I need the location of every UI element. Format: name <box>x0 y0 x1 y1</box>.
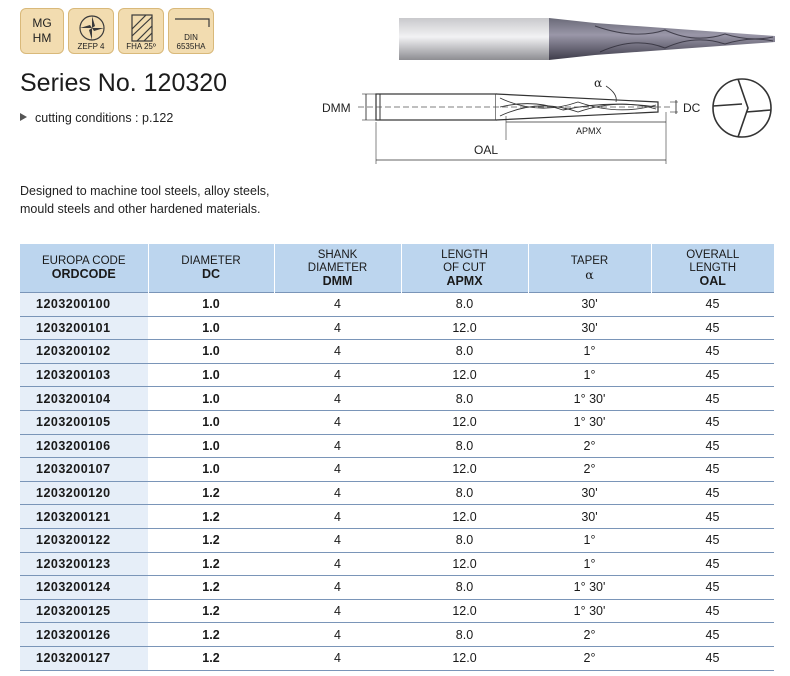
table-row <box>20 363 774 387</box>
icon-badges <box>20 8 214 54</box>
cutting-conditions-text: cutting conditions : p.122 <box>35 111 174 125</box>
cell-diameter: 1.2 <box>148 481 274 505</box>
cell-overall-length: 45 <box>651 552 774 576</box>
cell-code: 1203200122 <box>20 528 148 552</box>
cell-taper: 2° <box>528 434 651 458</box>
table-row <box>20 576 774 600</box>
table-row <box>20 646 774 670</box>
four-flute-icon <box>69 9 115 45</box>
cell-length-of-cut: 8.0 <box>401 528 528 552</box>
cell-length-of-cut: 12.0 <box>401 552 528 576</box>
cell-length-of-cut: 12.0 <box>401 458 528 482</box>
description <box>20 182 340 218</box>
cell-taper: 2° <box>528 623 651 647</box>
table-row <box>20 410 774 434</box>
cell-taper: 1° <box>528 552 651 576</box>
table-row <box>20 623 774 647</box>
cell-taper: 30' <box>528 505 651 529</box>
cell-length-of-cut: 8.0 <box>401 434 528 458</box>
cell-taper: 1° 30' <box>528 576 651 600</box>
table-body <box>20 293 774 671</box>
cell-taper: 1° 30' <box>528 410 651 434</box>
cell-overall-length: 45 <box>651 505 774 529</box>
fha-label: FHA 25º <box>126 42 156 51</box>
cell-length-of-cut: 8.0 <box>401 340 528 364</box>
helix-angle-icon <box>119 9 165 45</box>
cell-shank: 4 <box>274 552 401 576</box>
cell-overall-length: 45 <box>651 599 774 623</box>
cell-shank: 4 <box>274 623 401 647</box>
apmx-label: APMX <box>576 126 602 136</box>
material-badge <box>20 8 64 54</box>
cell-length-of-cut: 12.0 <box>401 316 528 340</box>
cell-code: 1203200105 <box>20 410 148 434</box>
cell-code: 1203200124 <box>20 576 148 600</box>
cell-taper: 2° <box>528 458 651 482</box>
oal-label: OAL <box>474 143 499 157</box>
cell-overall-length: 45 <box>651 623 774 647</box>
cell-taper: 30' <box>528 293 651 317</box>
material-line-1: MG <box>32 16 52 30</box>
header-shank: SHANK DIAMETER DMM <box>274 244 401 293</box>
cell-length-of-cut: 12.0 <box>401 599 528 623</box>
cell-code: 1203200101 <box>20 316 148 340</box>
spec-table <box>20 244 774 671</box>
cell-overall-length: 45 <box>651 434 774 458</box>
material-line-2: HM <box>32 31 52 45</box>
cell-shank: 4 <box>274 293 401 317</box>
cell-taper: 1° 30' <box>528 387 651 411</box>
cell-length-of-cut: 12.0 <box>401 363 528 387</box>
cell-overall-length: 45 <box>651 646 774 670</box>
cell-diameter: 1.0 <box>148 316 274 340</box>
cell-diameter: 1.2 <box>148 576 274 600</box>
cell-overall-length: 45 <box>651 340 774 364</box>
table-row <box>20 481 774 505</box>
cell-diameter: 1.2 <box>148 528 274 552</box>
cell-length-of-cut: 8.0 <box>401 623 528 647</box>
cell-code: 1203200127 <box>20 646 148 670</box>
cell-code: 1203200107 <box>20 458 148 482</box>
cell-diameter: 1.0 <box>148 410 274 434</box>
cell-taper: 1° 30' <box>528 599 651 623</box>
cell-length-of-cut: 12.0 <box>401 646 528 670</box>
alpha-label: α <box>594 76 603 90</box>
cell-shank: 4 <box>274 458 401 482</box>
cell-diameter: 1.2 <box>148 646 274 670</box>
zefp-label: ZEFP 4 <box>77 42 105 51</box>
cell-length-of-cut: 8.0 <box>401 293 528 317</box>
cell-length-of-cut: 8.0 <box>401 576 528 600</box>
cell-overall-length: 45 <box>651 576 774 600</box>
cell-taper: 30' <box>528 481 651 505</box>
description-line-2: mould steels and other hardened materials. <box>20 202 261 216</box>
cell-diameter: 1.2 <box>148 505 274 529</box>
cell-diameter: 1.2 <box>148 552 274 576</box>
cell-shank: 4 <box>274 528 401 552</box>
zefp-badge <box>68 8 114 54</box>
cell-taper: 1° <box>528 528 651 552</box>
cell-overall-length: 45 <box>651 410 774 434</box>
cell-diameter: 1.2 <box>148 599 274 623</box>
cell-code: 1203200104 <box>20 387 148 411</box>
cell-diameter: 1.0 <box>148 340 274 364</box>
dmm-label: DMM <box>322 101 351 115</box>
din-badge <box>168 8 214 54</box>
cell-code: 1203200103 <box>20 363 148 387</box>
cell-length-of-cut: 12.0 <box>401 505 528 529</box>
cell-code: 1203200123 <box>20 552 148 576</box>
technical-drawing <box>318 72 788 164</box>
cell-code: 1203200100 <box>20 293 148 317</box>
cell-overall-length: 45 <box>651 293 774 317</box>
dc-label: DC <box>683 101 701 115</box>
cell-overall-length: 45 <box>651 363 774 387</box>
table-row <box>20 458 774 482</box>
cell-diameter: 1.2 <box>148 623 274 647</box>
cell-shank: 4 <box>274 387 401 411</box>
cell-taper: 2° <box>528 646 651 670</box>
cell-shank: 4 <box>274 646 401 670</box>
cell-shank: 4 <box>274 316 401 340</box>
fha-badge <box>118 8 164 54</box>
table-row <box>20 528 774 552</box>
header-taper: TAPER α <box>528 244 651 293</box>
cell-shank: 4 <box>274 505 401 529</box>
cell-overall-length: 45 <box>651 528 774 552</box>
cell-code: 1203200121 <box>20 505 148 529</box>
cell-length-of-cut: 8.0 <box>401 387 528 411</box>
cell-shank: 4 <box>274 340 401 364</box>
cell-code: 1203200102 <box>20 340 148 364</box>
table-row <box>20 340 774 364</box>
end-mill-photo <box>395 10 780 68</box>
table-row <box>20 552 774 576</box>
triangle-bullet-icon <box>20 113 27 121</box>
cell-code: 1203200125 <box>20 599 148 623</box>
cell-length-of-cut: 8.0 <box>401 481 528 505</box>
cell-diameter: 1.0 <box>148 293 274 317</box>
cell-shank: 4 <box>274 363 401 387</box>
cell-code: 1203200106 <box>20 434 148 458</box>
header-code: EUROPA CODE ORDCODE <box>20 244 148 293</box>
header-overall-length: OVERALL LENGTH OAL <box>651 244 774 293</box>
cell-code: 1203200126 <box>20 623 148 647</box>
din-label-1: DIN <box>184 33 198 42</box>
table-row <box>20 316 774 340</box>
cell-taper: 1° <box>528 363 651 387</box>
description-line-1: Designed to machine tool steels, alloy steels, <box>20 184 270 198</box>
cell-diameter: 1.0 <box>148 363 274 387</box>
table-row <box>20 387 774 411</box>
cell-shank: 4 <box>274 576 401 600</box>
cell-length-of-cut: 12.0 <box>401 410 528 434</box>
cell-diameter: 1.0 <box>148 387 274 411</box>
cell-shank: 4 <box>274 599 401 623</box>
cell-overall-length: 45 <box>651 481 774 505</box>
cell-taper: 30' <box>528 316 651 340</box>
cell-shank: 4 <box>274 410 401 434</box>
cell-overall-length: 45 <box>651 387 774 411</box>
cell-taper: 1° <box>528 340 651 364</box>
cell-code: 1203200120 <box>20 481 148 505</box>
end-view <box>713 79 771 137</box>
header-length-of-cut: LENGTH OF CUT APMX <box>401 244 528 293</box>
table-row <box>20 505 774 529</box>
cell-diameter: 1.0 <box>148 434 274 458</box>
table-row <box>20 434 774 458</box>
table-row <box>20 293 774 317</box>
cell-shank: 4 <box>274 434 401 458</box>
table-header-row <box>20 244 774 293</box>
series-title: Series No. 120320 <box>20 69 228 97</box>
cutting-conditions-link[interactable] <box>20 111 173 125</box>
cell-shank: 4 <box>274 481 401 505</box>
table-row <box>20 599 774 623</box>
din-label-2: 6535HA <box>176 42 206 51</box>
header-diameter: DIAMETER DC <box>148 244 274 293</box>
cell-diameter: 1.0 <box>148 458 274 482</box>
cell-overall-length: 45 <box>651 316 774 340</box>
cell-overall-length: 45 <box>651 458 774 482</box>
